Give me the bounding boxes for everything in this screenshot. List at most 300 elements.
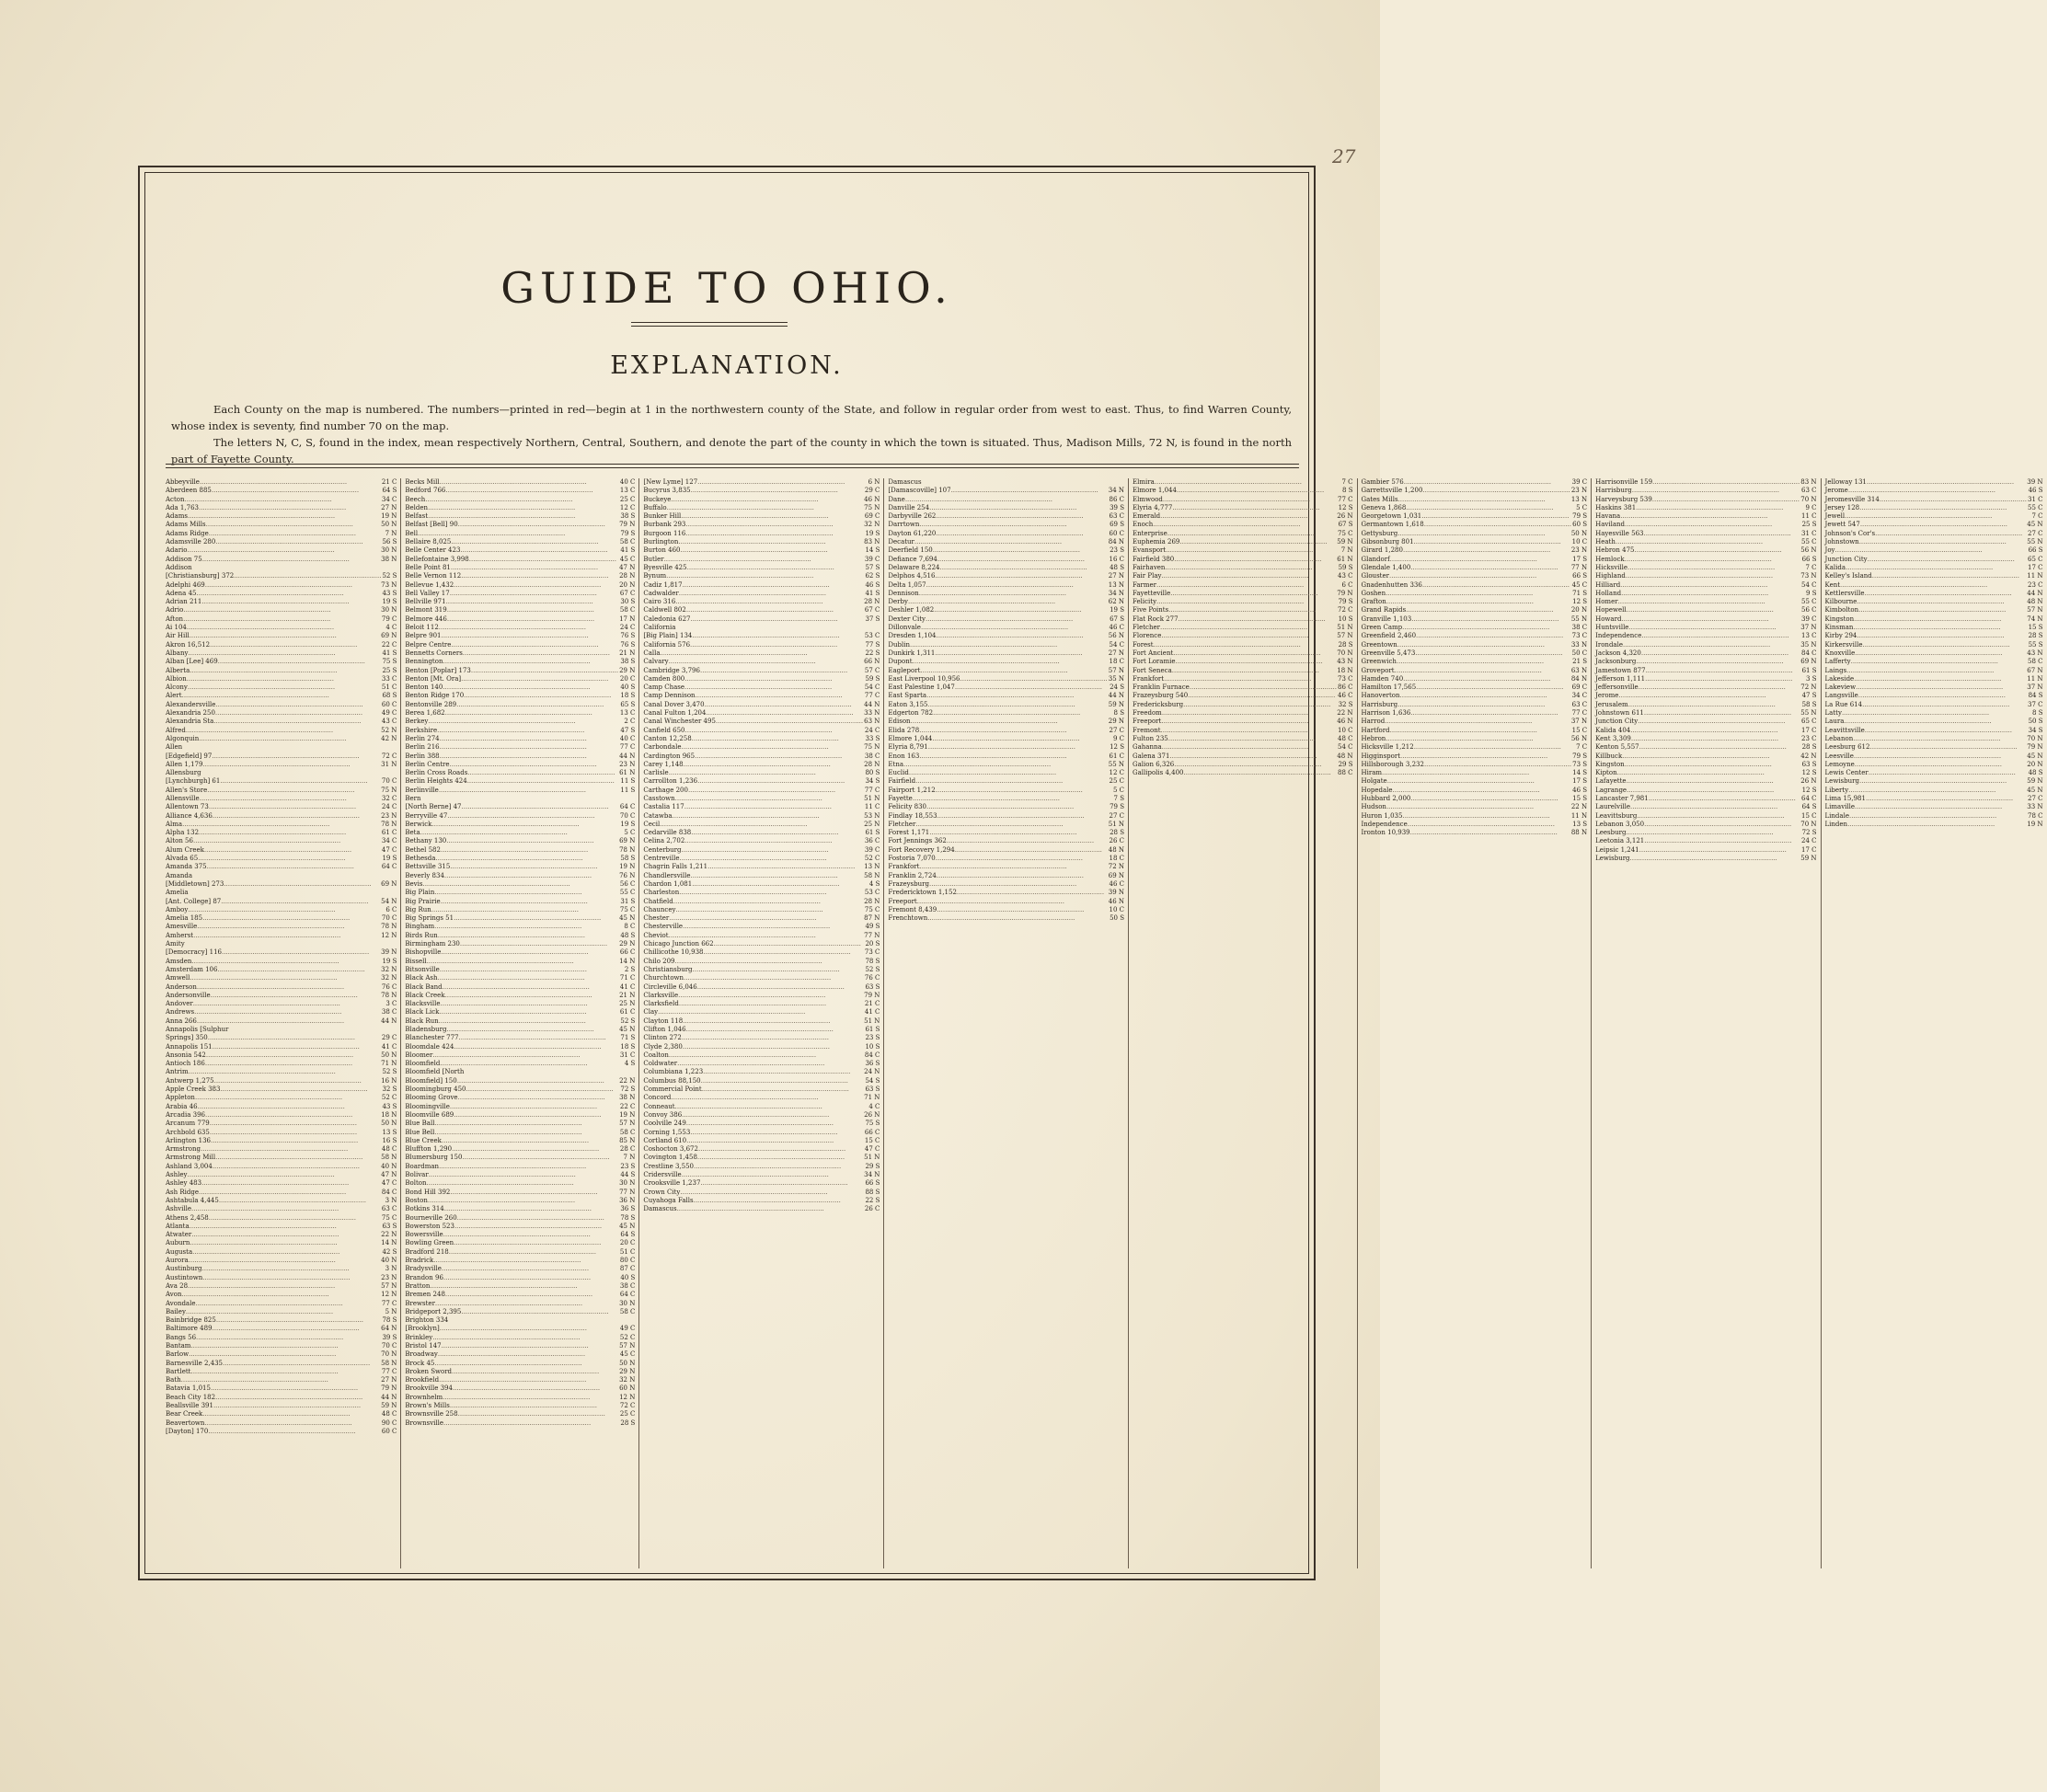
- county-code: 73 N: [1800, 572, 1817, 580]
- leader-dots: [189, 1257, 380, 1265]
- leader-dots: [1848, 487, 2028, 495]
- town-name: Laings: [1824, 666, 1847, 674]
- leader-dots: [1393, 787, 1572, 795]
- index-entry: [1133, 727, 1353, 735]
- index-entry: [405, 1120, 635, 1128]
- town-name: Antioch 186: [166, 1060, 205, 1068]
- town-name: Kimbolton: [1824, 606, 1859, 615]
- index-entry: [1362, 769, 1588, 777]
- leader-dots: [1416, 683, 1570, 692]
- index-entry: [405, 701, 635, 709]
- town-name: Fayetteville: [1133, 589, 1171, 597]
- leader-dots: [686, 606, 864, 615]
- index-entry: [166, 1026, 397, 1034]
- index-entry: [1133, 538, 1353, 546]
- index-entry: [888, 556, 1124, 564]
- town-name: Berlin Cross Roads: [405, 769, 468, 777]
- index-column: [884, 478, 1129, 1568]
- county-code: 63 S: [382, 1222, 397, 1230]
- leader-dots: [1630, 855, 1800, 863]
- leader-dots: [936, 530, 1108, 538]
- town-name: Hilliard: [1595, 580, 1621, 589]
- index-entry: [166, 1205, 397, 1213]
- leader-dots: [1164, 675, 1337, 683]
- county-code: 42 N: [381, 734, 397, 742]
- county-code: 45 N: [2027, 752, 2043, 760]
- index-entry: [1362, 641, 1588, 649]
- county-code: 83 N: [1800, 478, 1817, 486]
- leader-dots: [198, 1103, 382, 1111]
- leader-dots: [915, 821, 1107, 829]
- town-name: Baltimore 489: [166, 1325, 213, 1333]
- leader-dots: [215, 538, 381, 546]
- town-name: Amwell: [166, 974, 190, 982]
- town-name: Burlington: [643, 538, 679, 546]
- county-code: 63 N: [864, 718, 880, 726]
- index-entry: [405, 940, 635, 948]
- county-code: 32 N: [381, 965, 397, 973]
- index-entry: [1595, 538, 1816, 546]
- leader-dots: [1398, 496, 1570, 504]
- county-code: 34 C: [381, 495, 397, 503]
- town-name: Alma: [166, 820, 183, 828]
- index-entry: [643, 829, 880, 837]
- county-code: 20 N: [1570, 606, 1588, 615]
- leader-dots: [957, 889, 1108, 897]
- index-top-rule-2: [166, 467, 1299, 468]
- index-entry: [643, 1189, 880, 1197]
- leader-dots: [1644, 709, 1800, 718]
- town-name: Delphos 4,516: [888, 572, 936, 580]
- county-code: 7 N: [1340, 546, 1353, 555]
- town-name: Clyde 2,380: [643, 1042, 683, 1051]
- county-code: 55 C: [1801, 598, 1817, 606]
- index-entry: [888, 598, 1124, 606]
- leader-dots: [919, 863, 1107, 871]
- town-name: Limaville: [1824, 803, 1856, 811]
- town-name: Bloomville 689: [405, 1110, 454, 1119]
- county-code: 13 N: [864, 863, 880, 871]
- county-code: 64 C: [619, 803, 636, 811]
- town-name: Junction City: [1595, 718, 1639, 726]
- leader-dots: [210, 1120, 380, 1128]
- town-name: [Christiansburg] 372: [166, 572, 235, 580]
- index-entry: [166, 1265, 397, 1273]
- index-entry: [1825, 777, 2043, 786]
- leader-dots: [1161, 572, 1337, 580]
- county-code: 15 C: [1801, 811, 1817, 820]
- index-entry: [405, 1189, 635, 1197]
- county-code: 72 S: [620, 1086, 636, 1094]
- leader-dots: [935, 572, 1107, 580]
- county-code: 34 S: [2028, 726, 2043, 734]
- county-code: 64 S: [1801, 803, 1817, 811]
- town-name: Jewett 547: [1824, 521, 1860, 529]
- leader-dots: [1403, 675, 1570, 683]
- index-entry: [1362, 572, 1588, 580]
- county-code: 60 S: [1572, 521, 1588, 529]
- leader-dots: [1630, 727, 1800, 735]
- leader-dots: [697, 777, 864, 786]
- county-code: 23 N: [619, 760, 636, 768]
- town-name: Lagrange: [1595, 786, 1627, 794]
- leader-dots: [1618, 692, 1800, 700]
- town-name: Casstown: [643, 794, 675, 802]
- county-code: 21 N: [619, 649, 636, 657]
- county-code: 7 C: [1341, 478, 1353, 486]
- county-code: 48 S: [620, 931, 636, 939]
- town-name: Laurelville: [1595, 803, 1630, 811]
- index-entry: [405, 1171, 635, 1179]
- town-name: Aberdeen 885: [166, 487, 212, 495]
- index-entry: [643, 1043, 880, 1051]
- town-name: Amesville: [166, 923, 198, 931]
- county-code: 28 S: [1110, 829, 1124, 837]
- county-code: 30 S: [620, 598, 636, 606]
- index-entry: [405, 1300, 635, 1308]
- leader-dots: [915, 777, 1108, 786]
- county-code: 50 N: [619, 1359, 636, 1367]
- town-name: Chester: [643, 914, 670, 923]
- town-name: Burgoon 116: [643, 529, 686, 537]
- town-name: Beverly 834: [405, 871, 444, 879]
- leader-dots: [431, 821, 619, 829]
- index-entry: [405, 632, 635, 640]
- town-name: Dexter City: [888, 615, 926, 623]
- leader-dots: [1410, 795, 1571, 803]
- index-entry: [1362, 556, 1588, 564]
- town-name: Akron 16,512: [166, 640, 211, 649]
- index-entry: [643, 1120, 880, 1128]
- index-entry: [1362, 701, 1588, 709]
- town-name: Antwerp 1,275: [166, 1076, 214, 1085]
- town-name: Amherst: [166, 931, 194, 939]
- index-entry: [1825, 727, 2043, 735]
- leader-dots: [461, 572, 618, 580]
- leader-dots: [217, 966, 380, 974]
- town-name: Grafton: [1361, 598, 1386, 606]
- index-entry: [166, 675, 397, 683]
- county-code: 16 N: [381, 1076, 397, 1085]
- index-entry: [888, 795, 1124, 803]
- leader-dots: [422, 880, 618, 889]
- town-name: Darbyville 262: [888, 512, 937, 521]
- leader-dots: [937, 556, 1109, 564]
- leader-dots: [1422, 487, 1570, 495]
- county-code: 60 N: [619, 1384, 636, 1393]
- leader-dots: [702, 1086, 865, 1094]
- index-entry: [643, 1171, 880, 1179]
- index-entry: [405, 1384, 635, 1393]
- index-entry: [1825, 504, 2043, 512]
- leader-dots: [431, 906, 619, 914]
- town-name: Bloomfield: [405, 1060, 441, 1068]
- index-entry: [166, 992, 397, 1000]
- town-name: Auburn: [166, 1239, 190, 1247]
- town-name: Bowersville: [405, 1231, 443, 1239]
- town-name: Fair Play: [1133, 572, 1162, 580]
- town-name: Emerald: [1133, 512, 1161, 521]
- index-entry: [643, 1111, 880, 1120]
- town-name: Antrim: [166, 1068, 189, 1076]
- county-code: 49 S: [865, 923, 880, 931]
- town-name: Jerome: [1595, 692, 1619, 700]
- index-entry: [166, 641, 397, 649]
- county-code: 15 S: [2028, 624, 2043, 632]
- town-name: Clarksfield: [643, 1000, 679, 1008]
- leader-dots: [182, 821, 380, 829]
- leader-dots: [1400, 752, 1571, 761]
- town-name: Laura: [1824, 718, 1845, 726]
- county-code: 10 S: [1338, 615, 1353, 623]
- county-code: 75 S: [382, 658, 397, 666]
- index-entry: [166, 1000, 397, 1008]
- index-entry: [1133, 478, 1353, 487]
- county-code: 47 S: [1801, 692, 1817, 700]
- town-name: Blacksville: [405, 1000, 441, 1008]
- town-name: Addison: [166, 563, 192, 571]
- county-code: 37 N: [1800, 624, 1817, 632]
- town-name: Hudson: [1361, 803, 1386, 811]
- town-name: Linden: [1824, 820, 1848, 828]
- leader-dots: [443, 658, 619, 666]
- county-code: 38 C: [619, 1281, 636, 1290]
- town-name: Bunker Hill: [643, 512, 682, 521]
- town-name: Alban [Lee] 469: [166, 658, 218, 666]
- leader-dots: [190, 667, 381, 675]
- county-code: 23 S: [1110, 546, 1124, 555]
- leader-dots: [1860, 521, 2026, 529]
- index-entry: [1362, 546, 1588, 555]
- index-entry: [643, 1008, 880, 1017]
- index-entry: [1825, 761, 2043, 769]
- leader-dots: [1862, 701, 2027, 709]
- town-name: Blue Creek: [405, 1136, 442, 1144]
- leader-dots: [195, 1300, 380, 1308]
- town-name: Jeffersonville: [1595, 683, 1639, 692]
- town-name: Dresden 1,104: [888, 632, 937, 640]
- leader-dots: [1160, 512, 1336, 521]
- county-code: 78 S: [620, 1213, 636, 1222]
- index-entry: [888, 898, 1124, 906]
- index-entry: [1362, 649, 1588, 658]
- leader-dots: [197, 923, 380, 931]
- town-name: Freedom: [1133, 709, 1162, 718]
- leader-dots: [687, 564, 865, 572]
- town-name: Bluffton 1,290: [405, 1145, 453, 1154]
- county-code: 37 C: [2028, 700, 2043, 708]
- town-name: Fort Ancient: [1133, 649, 1174, 657]
- index-entry: [643, 812, 880, 821]
- index-entry: [1133, 615, 1353, 624]
- town-name: Bond Hill 392: [405, 1188, 451, 1196]
- town-name: Bennetts Corners: [405, 649, 463, 657]
- index-entry: [1595, 777, 1816, 786]
- index-entry: [888, 683, 1124, 692]
- leader-dots: [445, 487, 618, 495]
- county-code: 18 C: [1109, 658, 1124, 666]
- town-name: Bucyrus 3,835: [643, 487, 691, 495]
- town-name: Fayette: [888, 794, 913, 802]
- town-name: Burbank 293: [643, 521, 686, 529]
- index-entry: [1133, 752, 1353, 761]
- county-code: 17 N: [619, 615, 636, 623]
- county-code: 41 S: [865, 589, 880, 597]
- county-code: 23 N: [1570, 546, 1588, 555]
- county-code: 58 N: [864, 871, 880, 879]
- county-code: 8 S: [1113, 709, 1124, 718]
- county-code: 47 N: [381, 1171, 397, 1179]
- town-name: Catawba: [643, 811, 673, 820]
- leader-dots: [704, 948, 864, 957]
- county-code: 48 N: [1108, 845, 1124, 854]
- leader-dots: [926, 692, 1108, 700]
- town-name: Alvada 65: [166, 855, 199, 863]
- index-entry: [166, 837, 397, 845]
- index-entry: [405, 546, 635, 555]
- town-name: Churchtown: [643, 974, 684, 982]
- index-entry: [1133, 487, 1353, 495]
- index-entry: [888, 606, 1124, 615]
- town-name: Holgate: [1361, 777, 1387, 786]
- leader-dots: [1397, 530, 1570, 538]
- index-entry: [643, 478, 880, 487]
- index-entry: [166, 1368, 397, 1376]
- index-entry: [643, 983, 880, 992]
- leader-dots: [690, 615, 864, 624]
- town-name: Homer: [1595, 598, 1618, 606]
- county-code: 77 N: [864, 931, 880, 939]
- town-name: Broadway: [405, 1350, 438, 1359]
- county-code: 51 N: [864, 1154, 880, 1162]
- town-name: Lindale: [1824, 811, 1849, 820]
- county-code: 64 C: [381, 863, 397, 871]
- town-name: Bettsville 315: [405, 863, 451, 871]
- index-entry: [1133, 658, 1353, 666]
- leader-dots: [442, 1265, 619, 1273]
- index-entry: [888, 641, 1124, 649]
- index-entry: [1825, 675, 2043, 683]
- town-name: Jeromesville 314: [1824, 495, 1880, 503]
- town-name: Christiansburg: [643, 965, 693, 973]
- leader-dots: [461, 675, 619, 683]
- county-code: 31 C: [2028, 495, 2043, 503]
- town-name: Enon 163: [888, 752, 920, 760]
- county-code: 33 C: [381, 674, 397, 683]
- county-code: 77 C: [1571, 709, 1588, 718]
- county-code: 2 C: [624, 718, 636, 726]
- leader-dots: [186, 727, 380, 735]
- town-name: Belle Point 81: [405, 563, 451, 571]
- index-entry: [405, 1086, 635, 1094]
- town-name: Alexandria Sta: [166, 718, 214, 726]
- leader-dots: [420, 829, 624, 837]
- leader-dots: [1402, 812, 1570, 821]
- town-name: Fletcher: [888, 820, 916, 828]
- leader-dots: [1410, 709, 1570, 718]
- leader-dots: [1620, 581, 1800, 590]
- county-code: 54 N: [381, 897, 397, 905]
- leader-dots: [188, 683, 381, 692]
- town-name: Green Camp: [1361, 624, 1403, 632]
- county-code: 19 S: [1110, 606, 1124, 615]
- leader-dots: [1424, 761, 1571, 769]
- town-name: Birds Run: [405, 931, 438, 939]
- town-name: Celina 2,702: [643, 837, 685, 845]
- leader-dots: [1170, 590, 1336, 598]
- leader-dots: [1402, 624, 1570, 632]
- town-name: Jerusalem: [1595, 700, 1628, 708]
- county-code: 28 S: [620, 1419, 636, 1427]
- town-name: Freeport: [1133, 718, 1162, 726]
- leader-dots: [1424, 521, 1571, 529]
- town-name: Darrtown: [888, 521, 920, 529]
- town-name: Cairo 316: [643, 598, 676, 606]
- leader-dots: [463, 649, 618, 658]
- town-name: Belmore 446: [405, 615, 447, 623]
- town-name: Hamilton 17,565: [1361, 683, 1417, 692]
- leader-dots: [1625, 556, 1801, 564]
- leader-dots: [440, 1325, 619, 1333]
- county-code: 78 S: [382, 1316, 397, 1325]
- county-code: 75 N: [864, 743, 880, 752]
- county-code: 22 C: [619, 1102, 636, 1110]
- index-entry: [405, 752, 635, 761]
- county-code: 54 C: [864, 683, 880, 692]
- leader-dots: [1161, 718, 1336, 726]
- index-entry: [1133, 709, 1353, 718]
- index-entry: [405, 1350, 635, 1359]
- county-code: 61 N: [1337, 555, 1353, 563]
- index-entry: [1825, 624, 2043, 632]
- county-code: 58 C: [619, 606, 636, 615]
- leader-dots: [905, 496, 1109, 504]
- county-code: 25 N: [864, 820, 880, 828]
- town-name: Adamsville 280: [166, 538, 216, 546]
- county-code: 54 C: [1801, 580, 1817, 589]
- index-entry: [1595, 658, 1816, 666]
- index-entry: [166, 556, 397, 564]
- index-entry: [166, 966, 397, 974]
- leader-dots: [913, 795, 1113, 803]
- county-code: 41 S: [382, 649, 397, 657]
- leader-dots: [1846, 564, 2027, 572]
- leader-dots: [439, 1163, 619, 1171]
- index-entry: [166, 923, 397, 931]
- leader-dots: [1422, 581, 1571, 590]
- leader-dots: [683, 923, 864, 931]
- county-code: 58 S: [620, 855, 636, 863]
- county-code: 33 S: [865, 734, 880, 742]
- county-code: 60 C: [381, 1427, 397, 1435]
- leader-dots: [1163, 496, 1337, 504]
- county-code: 23 N: [381, 811, 397, 820]
- town-name: Dillonvale: [888, 624, 921, 632]
- leader-dots: [471, 667, 618, 675]
- county-code: 56 N: [1800, 546, 1817, 555]
- index-entry: [405, 1231, 635, 1239]
- county-code: 27 N: [381, 1376, 397, 1384]
- town-name: Appleton: [166, 1094, 195, 1102]
- county-code: 24 C: [381, 803, 397, 811]
- county-code: 61 S: [865, 1026, 880, 1033]
- town-name: Beloit 112: [405, 624, 439, 632]
- leader-dots: [1400, 692, 1571, 700]
- town-name: Chandlersville: [643, 871, 691, 879]
- leader-dots: [917, 898, 1108, 906]
- leader-dots: [1853, 624, 2027, 632]
- town-name: Frazeysburg: [888, 879, 929, 888]
